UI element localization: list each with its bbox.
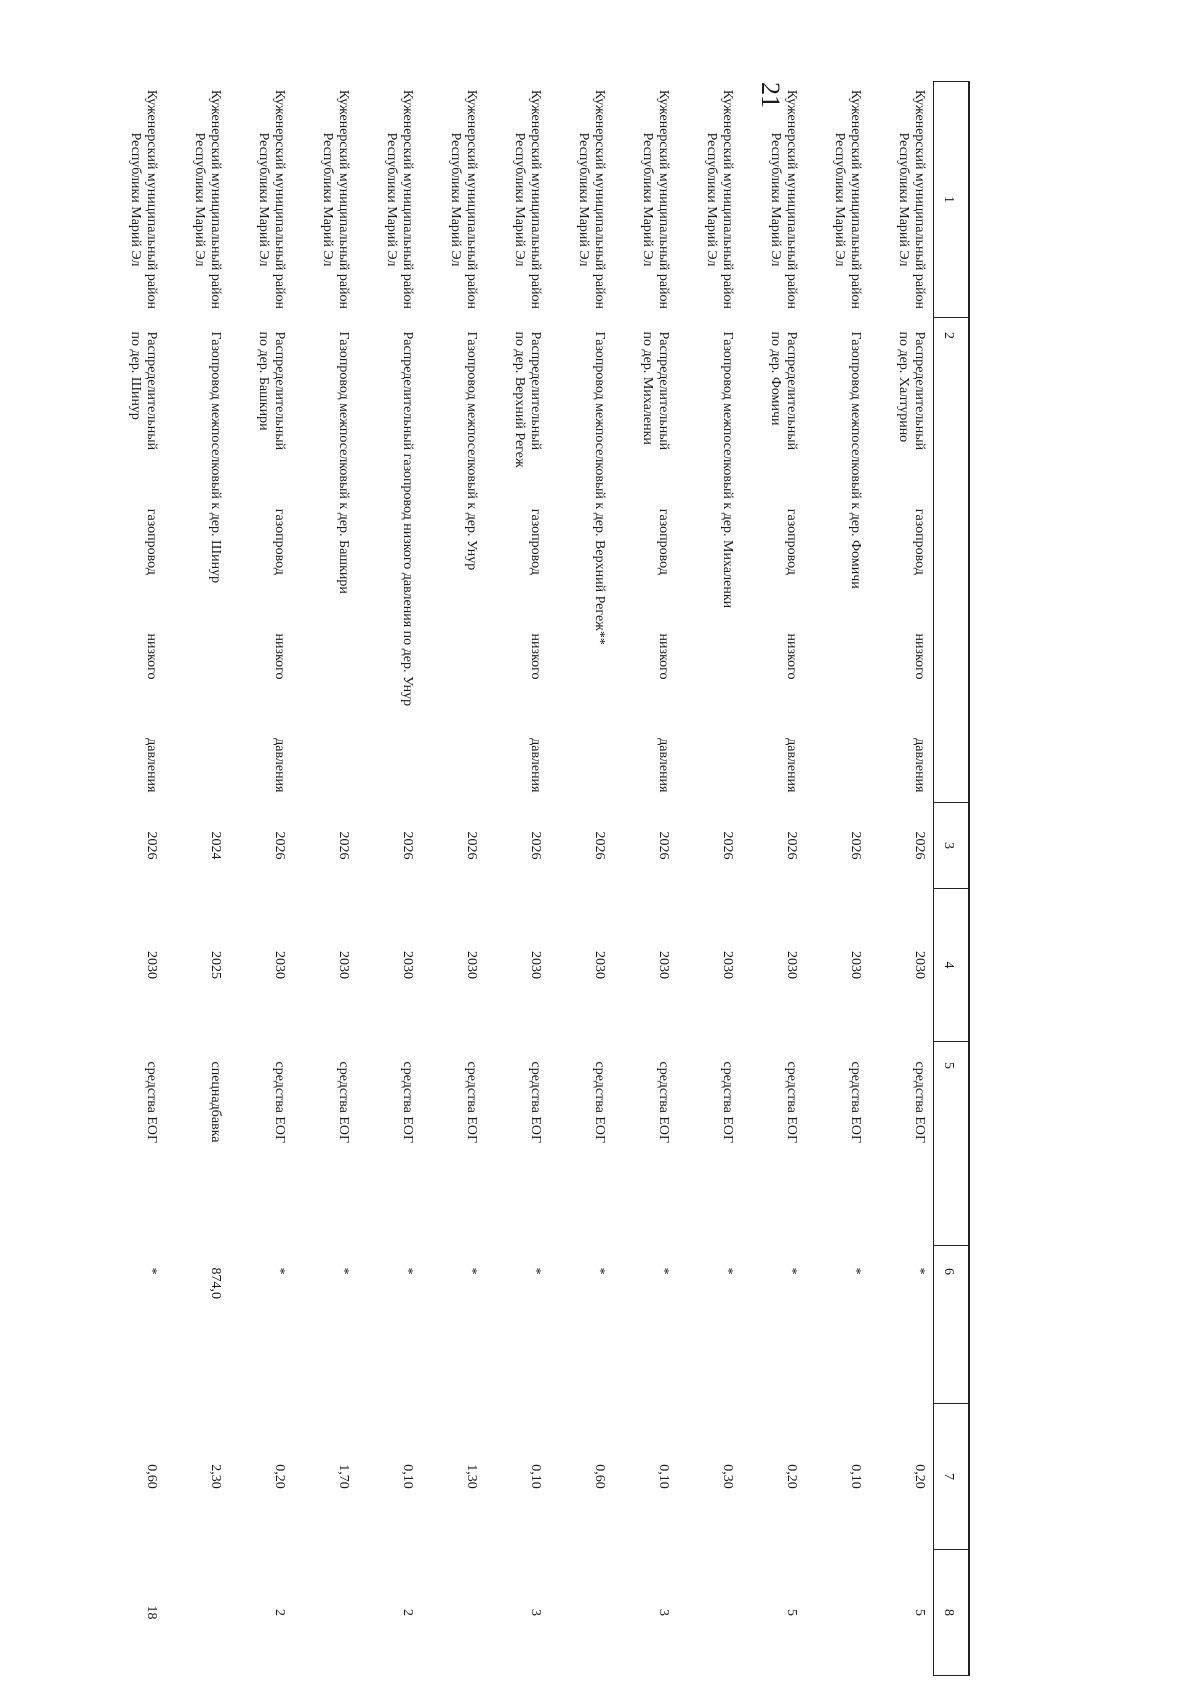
header-col-2: 2: [934, 318, 970, 803]
cell-district: Куженерский муниципальный район Республики Марий Эл: [320, 89, 351, 310]
cell-district: Куженерский муниципальный район Республики Марий Эл: [704, 89, 735, 310]
cell-funding-source: средства ЕОГ: [144, 1061, 159, 1144]
cell-object-name: [613, 318, 677, 803]
cell-object-name: [229, 318, 293, 803]
object-name-line-1: Распределительный газопровод низкого давления: [144, 331, 159, 793]
object-name-line-1: Распределительный газопровод низкого давления: [912, 331, 927, 793]
cell-funding-source: средства ЕОГ: [400, 1061, 415, 1144]
cell-funding-source: средства ЕОГ: [272, 1061, 287, 1144]
cell-object-name: [357, 318, 421, 803]
object-name-line-1: Распределительный газопровод низкого давления: [656, 331, 671, 793]
cell-cost: *: [144, 1267, 159, 1275]
cell-length: 0,10: [528, 1464, 543, 1489]
cell-object-name: [805, 318, 869, 803]
cell-length: 1,70: [336, 1464, 351, 1489]
cell-length: 0,20: [784, 1464, 799, 1489]
object-name-line-2: по дер. Фомичи: [768, 331, 783, 426]
object-name-line-2: по дер. Халтурино: [896, 331, 911, 443]
cell-end-year: 2030: [464, 951, 479, 979]
cell-length: 0,60: [592, 1464, 607, 1489]
cell-funding-source: средства ЕОГ: [848, 1061, 863, 1144]
object-name: Газопровод межпоселковый к дер. Унур: [464, 331, 479, 571]
cell-count: [549, 1550, 613, 1676]
cell-object-name: [869, 318, 934, 803]
table-row: [741, 82, 805, 1676]
cell-object-name: [101, 318, 165, 803]
cell-end-year: 2030: [848, 951, 863, 979]
cell-cost: *: [848, 1267, 863, 1275]
table-row: [229, 82, 293, 1676]
table-header-row: [934, 82, 970, 1676]
gas-pipeline-table: [101, 81, 970, 1676]
cell-start-year: 2026: [912, 831, 927, 860]
cell-length: 0,10: [848, 1464, 863, 1489]
cell-funding-source: спецнадбавка: [208, 1061, 223, 1143]
cell-cost: 874,0: [208, 1267, 223, 1299]
cell-end-year: 2030: [272, 951, 287, 979]
cell-funding-source: средства ЕОГ: [592, 1061, 607, 1144]
cell-count: 3: [528, 1609, 543, 1616]
cell-count: [805, 1550, 869, 1676]
cell-length: 2,30: [208, 1464, 223, 1489]
object-name: Газопровод межпоселковый к дер. Башкири: [336, 331, 351, 594]
cell-length: 1,30: [464, 1464, 479, 1489]
cell-district: Куженерский муниципальный район Республики Марий Эл: [832, 89, 863, 310]
cell-length: 0,10: [656, 1464, 671, 1489]
header-col-6: 6: [934, 1246, 970, 1404]
table-row: [869, 82, 934, 1676]
cell-district: Куженерский муниципальный район Республики Марий Эл: [512, 89, 543, 310]
cell-start-year: 2026: [336, 831, 351, 860]
cell-end-year: 2030: [784, 951, 799, 979]
cell-end-year: 2030: [336, 951, 351, 979]
cell-cost: *: [720, 1267, 735, 1275]
object-name-line-2: по дер. Михаленки: [640, 331, 655, 445]
cell-cost: *: [784, 1267, 799, 1275]
header-col-4: 4: [934, 889, 970, 1042]
object-name-line-2: по дер. Башкири: [256, 331, 271, 431]
cell-end-year: 2030: [400, 951, 415, 979]
cell-start-year: 2026: [592, 831, 607, 860]
cell-count: 2: [400, 1609, 415, 1616]
cell-district: Куженерский муниципальный район Республики Марий Эл: [640, 89, 671, 310]
object-name: Газопровод межпоселковый к дер. Верхний Регеж**: [592, 331, 607, 645]
cell-start-year: 2026: [784, 831, 799, 860]
cell-end-year: 2030: [592, 951, 607, 979]
cell-district: Куженерский муниципальный район Республики Марий Эл: [896, 89, 927, 310]
cell-object-name: [165, 318, 229, 803]
cell-funding-source: средства ЕОГ: [528, 1061, 543, 1144]
table-row: [549, 82, 613, 1676]
cell-start-year: 2026: [144, 831, 159, 860]
cell-funding-source: средства ЕОГ: [336, 1061, 351, 1144]
cell-start-year: 2026: [272, 831, 287, 860]
cell-count: 2: [272, 1609, 287, 1616]
header-col-3: 3: [934, 803, 970, 889]
cell-end-year: 2030: [912, 951, 927, 979]
cell-start-year: 2026: [720, 831, 735, 860]
table-row: [613, 82, 677, 1676]
cell-object-name: [293, 318, 357, 803]
table-body: [101, 82, 934, 1676]
table-row: [165, 82, 229, 1676]
header-col-1: 1: [934, 82, 970, 318]
cell-district: Куженерский муниципальный район Республики Марий Эл: [256, 89, 287, 310]
cell-length: 0,10: [400, 1464, 415, 1489]
object-name: Распределительный газопровод низкого давления по дер. Унур: [400, 331, 415, 707]
cell-object-name: [485, 318, 549, 803]
cell-district: Куженерский муниципальный район Республики Марий Эл: [384, 89, 415, 310]
object-name: Газопровод межпоселковый к дер. Шинур: [208, 331, 223, 584]
cell-start-year: 2026: [656, 831, 671, 860]
cell-object-name: [677, 318, 741, 803]
object-name: Газопровод межпоселковый к дер. Михаленки: [720, 331, 735, 609]
page-number: 21: [756, 82, 785, 108]
table-rotated-wrapper: [128, 81, 970, 1620]
cell-object-name: [549, 318, 613, 803]
cell-funding-source: средства ЕОГ: [464, 1061, 479, 1144]
cell-cost: *: [656, 1267, 671, 1275]
cell-count: [421, 1550, 485, 1676]
cell-funding-source: средства ЕОГ: [912, 1061, 927, 1144]
table-row: [677, 82, 741, 1676]
header-col-7: 7: [934, 1404, 970, 1550]
cell-cost: *: [336, 1267, 351, 1275]
cell-count: [677, 1550, 741, 1676]
object-name: Газопровод межпоселковый к дер. Фомичи: [848, 331, 863, 589]
cell-end-year: 2030: [144, 951, 159, 979]
object-name-line-1: Распределительный газопровод низкого давления: [272, 331, 287, 793]
cell-cost: *: [912, 1267, 927, 1275]
cell-count: [165, 1550, 229, 1676]
table-row: [421, 82, 485, 1676]
cell-cost: *: [592, 1267, 607, 1275]
header-col-8: 8: [934, 1550, 970, 1676]
cell-funding-source: средства ЕОГ: [656, 1061, 671, 1144]
cell-cost: *: [464, 1267, 479, 1275]
cell-start-year: 2026: [464, 831, 479, 860]
cell-district: Куженерский муниципальный район Республики Марий Эл: [576, 89, 607, 310]
object-name-line-2: по дер. Верхний Регеж: [512, 331, 527, 468]
object-name-line-1: Распределительный газопровод низкого давления: [784, 331, 799, 793]
cell-end-year: 2030: [528, 951, 543, 979]
object-name-line-1: Распределительный газопровод низкого давления: [528, 331, 543, 793]
cell-cost: *: [528, 1267, 543, 1275]
cell-length: 0,30: [720, 1464, 735, 1489]
table-row: [101, 82, 165, 1676]
cell-funding-source: средства ЕОГ: [720, 1061, 735, 1144]
cell-district: Куженерский муниципальный район Республики Марий Эл: [128, 89, 159, 310]
cell-object-name: [421, 318, 485, 803]
cell-object-name: [741, 318, 805, 803]
cell-count: 3: [656, 1609, 671, 1616]
table-row: [485, 82, 549, 1676]
cell-cost: *: [272, 1267, 287, 1275]
cell-start-year: 2026: [400, 831, 415, 860]
cell-count: 5: [784, 1609, 799, 1616]
cell-count: [293, 1550, 357, 1676]
table-row: [357, 82, 421, 1676]
cell-cost: *: [400, 1267, 415, 1275]
table-row: [805, 82, 869, 1676]
object-name-line-2: по дер. Шинур: [128, 331, 143, 420]
cell-end-year: 2025: [208, 951, 223, 979]
cell-count: 5: [912, 1609, 927, 1616]
cell-length: 0,20: [912, 1464, 927, 1489]
cell-count: 18: [144, 1605, 159, 1620]
cell-funding-source: средства ЕОГ: [784, 1061, 799, 1144]
cell-start-year: 2024: [208, 831, 223, 860]
cell-start-year: 2026: [848, 831, 863, 860]
cell-start-year: 2026: [528, 831, 543, 860]
header-col-5: 5: [934, 1042, 970, 1246]
cell-district: Куженерский муниципальный район Республики Марий Эл: [768, 89, 799, 310]
cell-end-year: 2030: [656, 951, 671, 979]
cell-end-year: 2030: [720, 951, 735, 979]
cell-length: 0,60: [144, 1464, 159, 1489]
cell-district: Куженерский муниципальный район Республики Марий Эл: [448, 89, 479, 310]
cell-length: 0,20: [272, 1464, 287, 1489]
cell-district: Куженерский муниципальный район Республики Марий Эл: [192, 89, 223, 310]
table-row: [293, 82, 357, 1676]
